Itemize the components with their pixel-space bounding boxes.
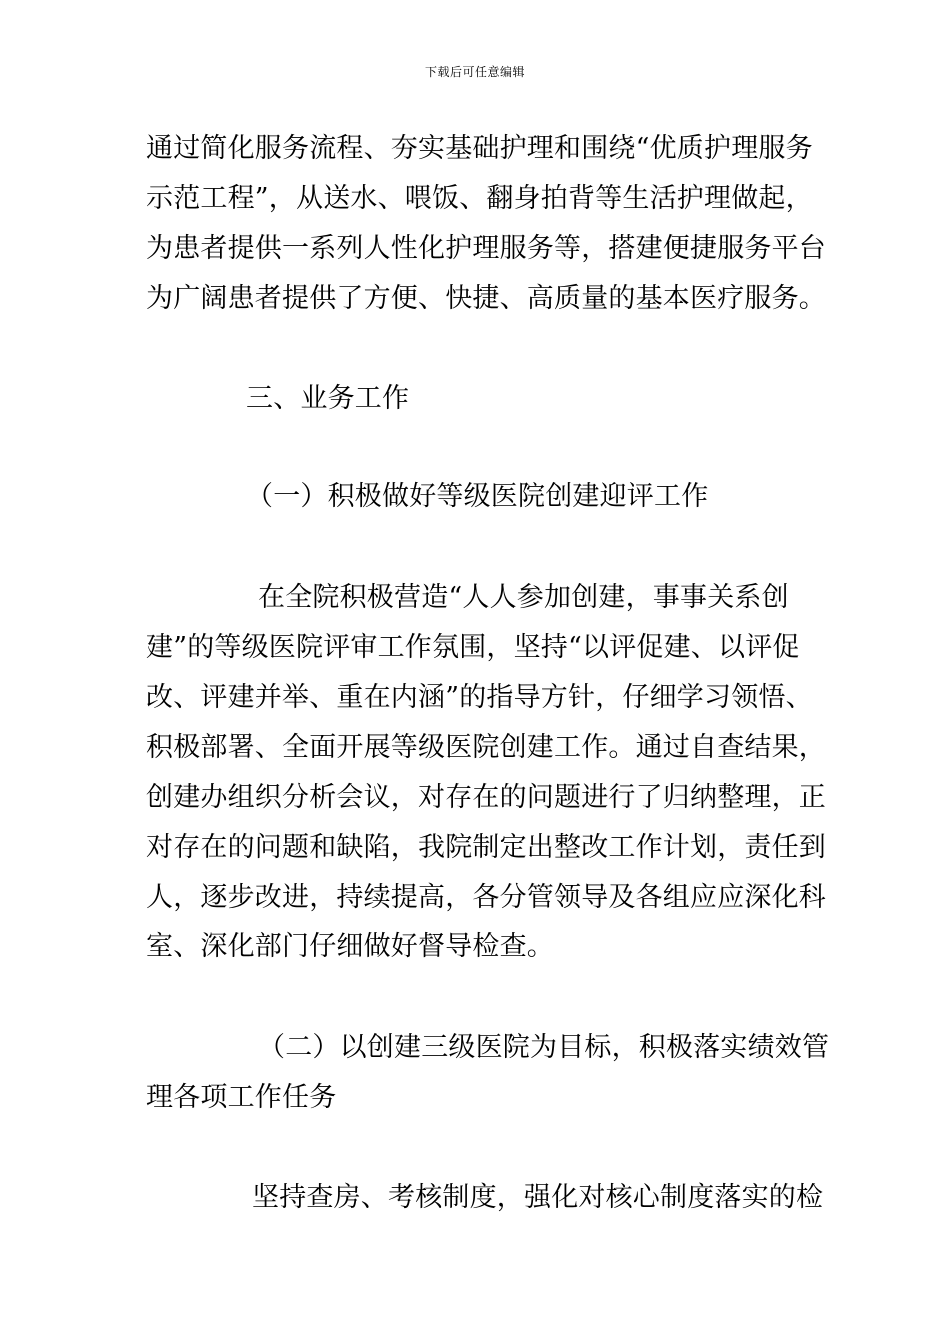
paragraph-line: 在全院积极营造“人人参加创建，事事关系创 [258,582,789,613]
subsection-heading-continuation: 理各项工作任务 [146,1082,337,1113]
paragraph-line: 建”的等级医院评审工作氛围，坚持“以评促建、以评促 [146,632,800,663]
section-heading: 三、业务工作 [246,383,410,414]
paragraph-line: 改、评建并举、重在内涵”的指导方针，仔细学习领悟、 [146,682,813,713]
page-header: 下载后可任意编辑 [424,65,525,79]
paragraph-line: 为广阔患者提供了方便、快捷、高质量的基本医疗服务。 [146,283,826,314]
subsection-heading: （二）以创建三级医院为目标，积极落实绩效管 [258,1032,830,1063]
paragraph-line: 坚持查房、考核制度，强化对核心制度落实的检 [252,1182,824,1213]
paragraph-line: 示范工程”，从送水、喂饭、翻身拍背等生活护理做起， [146,183,813,214]
paragraph-line: 人，逐步改进，持续提高，各分管领导及各组应应深化科 [146,882,826,913]
paragraph-line: 创建办组织分析会议，对存在的问题进行了归纳整理，正 [146,782,826,813]
paragraph-line: 通过简化服务流程、夯实基础护理和围绕“优质护理服务 [146,133,813,164]
paragraph-line: 室、深化部门仔细做好督导检查。 [146,931,554,962]
paragraph-line: 为患者提供一系列人性化护理服务等，搭建便捷服务平台 [146,233,826,264]
subsection-heading: （一）积极做好等级医院创建迎评工作 [246,481,709,512]
paragraph-line: 对存在的问题和缺陷，我院制定出整改工作计划，责任到 [146,832,826,863]
paragraph-line: 积极部署、全面开展等级医院创建工作。通过自查结果， [146,732,826,763]
